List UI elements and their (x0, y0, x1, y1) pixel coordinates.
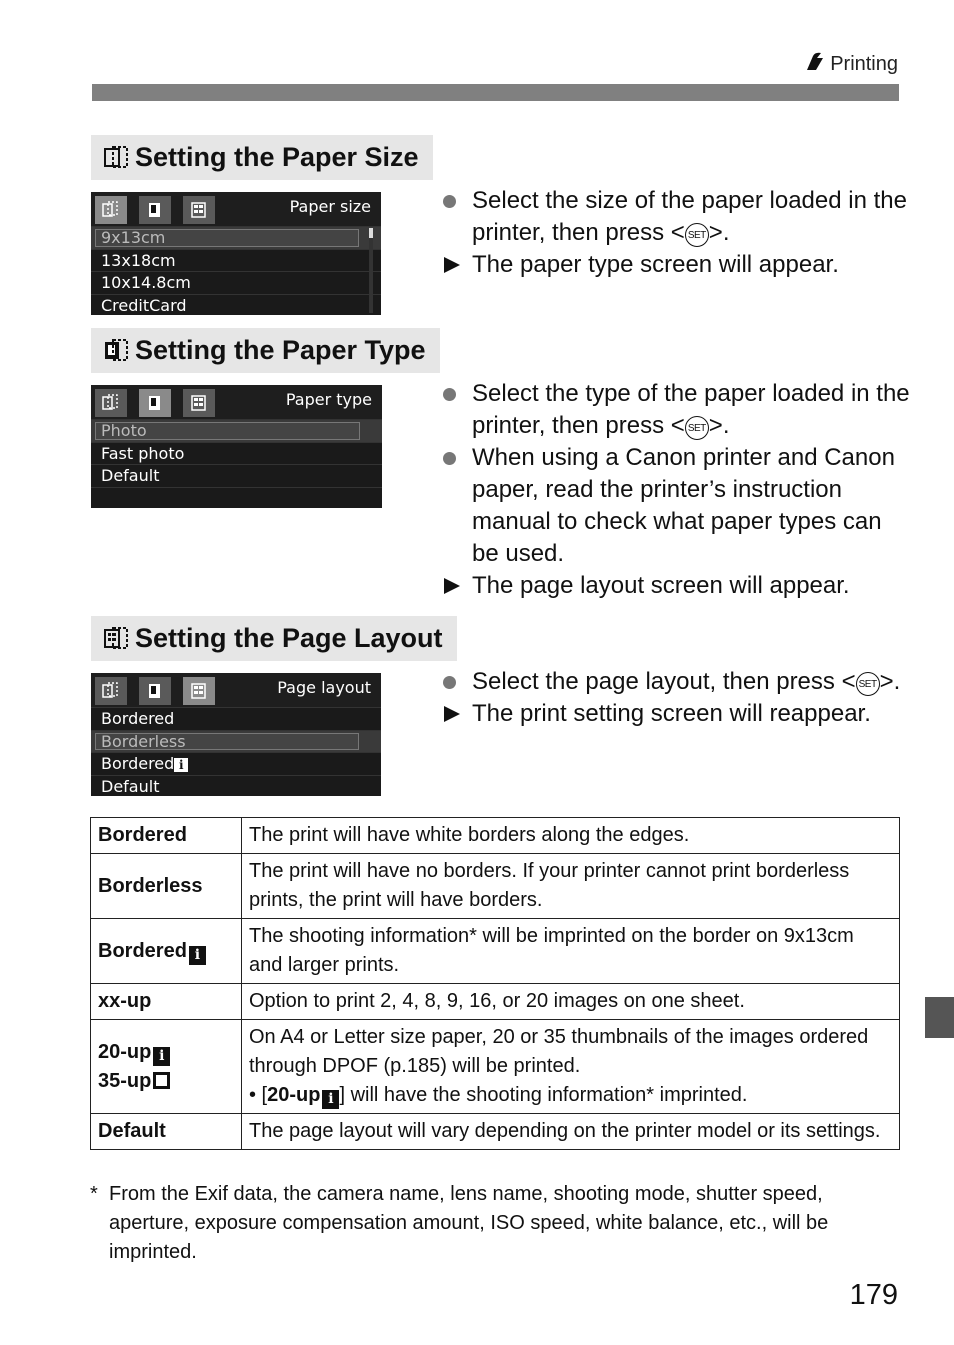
info-icon: i (174, 758, 188, 772)
tab-paper-size[interactable] (95, 196, 127, 224)
page-layout-instructions (440, 666, 910, 730)
tab-paper-type[interactable] (139, 196, 171, 224)
option-row[interactable]: Bordered (91, 707, 381, 730)
bullet-item: When using a Canon printer and Canon paper, read the printer’s instruction manual to check what paper types can be used. (440, 442, 910, 570)
table-row (91, 919, 900, 984)
result-item: The page layout screen will appear. (440, 570, 910, 602)
option-row[interactable]: 9x13cm (91, 226, 381, 249)
chapter-tab (925, 997, 954, 1038)
tab-paper-type[interactable] (139, 389, 171, 417)
section-title-page-layout (91, 616, 457, 661)
paper-size-icon (103, 145, 131, 171)
bullet-item: Select the page layout, then press < SET >. (440, 666, 910, 698)
paper-type-instructions (440, 378, 910, 602)
option-description: The print will have white borders along the edges. (242, 818, 900, 854)
option-name: Default (91, 1114, 242, 1150)
option-name: xx-up (91, 984, 242, 1020)
page-layout-screen (91, 673, 381, 796)
tab-page-layout[interactable] (183, 196, 215, 224)
screen-title: Page layout (277, 678, 371, 697)
option-row[interactable]: Default (91, 775, 381, 797)
table-row (91, 854, 900, 919)
tab-page-layout[interactable] (183, 677, 215, 705)
option-name: Bordered (91, 818, 242, 854)
info-icon: i (153, 1047, 170, 1066)
lcd-tab-bar (91, 673, 381, 707)
table-row (91, 1114, 900, 1150)
info-icon: i (189, 946, 206, 965)
section-title-paper-size (91, 135, 433, 180)
layout-options-table (90, 817, 900, 1150)
page-number: 179 (849, 1279, 898, 1311)
option-name: Borderless (91, 854, 242, 919)
option-row[interactable]: Default (91, 464, 382, 487)
running-header (804, 50, 898, 78)
section-title-text: Setting the Paper Size (135, 142, 419, 172)
option-row[interactable]: CreditCard (91, 294, 381, 316)
option-row[interactable]: Borderless (91, 730, 381, 753)
scrollbar[interactable] (369, 228, 373, 313)
thumbnail-icon (153, 1072, 170, 1089)
option-description: The print will have no borders. If your printer cannot print borderless prints, the print will have borders. (242, 854, 900, 919)
table-row (91, 818, 900, 854)
lcd-tab-bar (91, 192, 381, 226)
section-title-paper-type (91, 328, 440, 373)
option-row[interactable]: 10x14.8cm (91, 271, 381, 294)
option-description: Option to print 2, 4, 8, 9, 16, or 20 images on one sheet. (242, 984, 900, 1020)
bullet-item: Select the type of the paper loaded in the printer, then press < SET >. (440, 378, 910, 442)
paper-size-instructions (440, 185, 910, 281)
option-row[interactable]: Fast photo (91, 442, 382, 465)
option-row-empty (91, 487, 382, 509)
option-description: The page layout will vary depending on the printer model or its settings. (242, 1114, 900, 1150)
paper-size-screen (91, 192, 381, 315)
option-description: On A4 or Letter size paper, 20 or 35 thumbnails of the images ordered through DPOF (p.185) will be printed. • [20-up i ] will have the shooting information* imprinted. (242, 1020, 900, 1114)
footnote: * From the Exif data, the camera name, lens name, shooting mode, shutter speed, aperture, exposure compensation amount, ISO speed, white balance, etc., will be imprinted. (90, 1183, 829, 1263)
screen-title: Paper size (289, 197, 371, 216)
option-row[interactable]: 13x18cm (91, 249, 381, 272)
table-row (91, 1020, 900, 1114)
paper-type-screen (91, 385, 382, 508)
header-section-label: Printing (830, 52, 898, 75)
section-title-text: Setting the Page Layout (135, 623, 443, 653)
paper-type-icon (103, 338, 131, 364)
header-rule (92, 84, 899, 101)
set-button-icon: SET (856, 672, 880, 696)
bullet-item: Select the size of the paper loaded in the printer, then press < SET >. (440, 185, 910, 249)
option-row[interactable]: Photo (91, 419, 382, 442)
option-name: 20-up i 35-up (91, 1020, 242, 1114)
result-item: The paper type screen will appear. (440, 249, 910, 281)
option-description: The shooting information* will be imprinted on the border on 9x13cm and larger prints. (242, 919, 900, 984)
info-icon: i (322, 1090, 339, 1109)
tab-paper-size[interactable] (95, 389, 127, 417)
lcd-tab-bar (91, 385, 382, 419)
result-item: The print setting screen will reappear. (440, 698, 910, 730)
screen-title: Paper type (285, 390, 372, 409)
set-button-icon: SET (685, 416, 709, 440)
option-name: Bordered i (91, 919, 242, 984)
tab-page-layout[interactable] (183, 389, 215, 417)
table-row (91, 984, 900, 1020)
tab-paper-type[interactable] (139, 677, 171, 705)
set-button-icon: SET (685, 223, 709, 247)
page-layout-icon (103, 626, 131, 652)
section-title-text: Setting the Paper Type (135, 335, 426, 365)
printer-icon (804, 50, 826, 78)
tab-paper-size[interactable] (95, 677, 127, 705)
option-row[interactable]: Bordered i (91, 752, 381, 775)
